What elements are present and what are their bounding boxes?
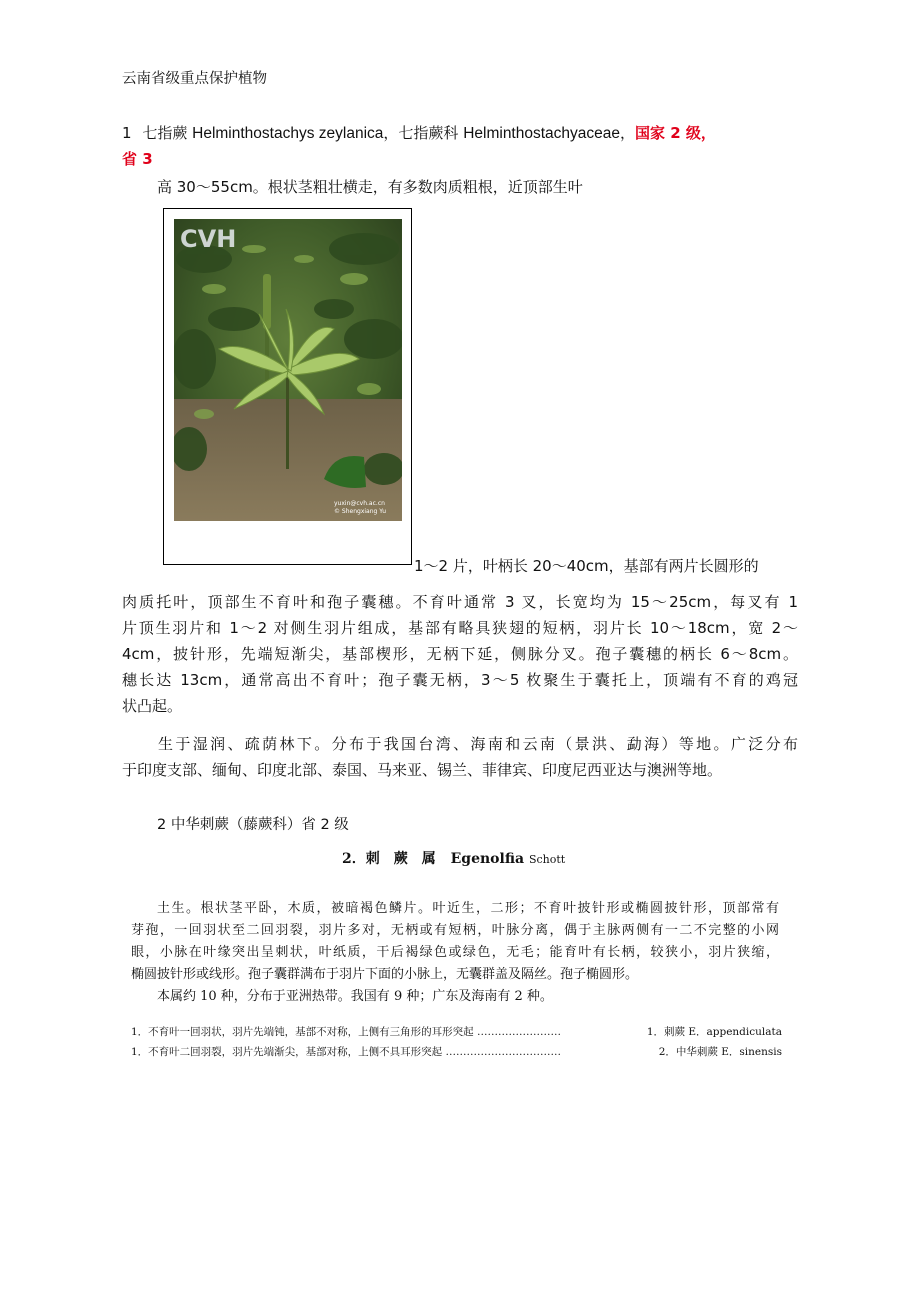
habitat-line: 生于湿润、疏荫林下。分布于我国台湾、海南和云南（景洪、勐海）等地。广泛分布 xyxy=(158,735,798,753)
species1-number: 1 xyxy=(122,124,132,142)
genus-desc-line: 椭圆披针形或线形。孢子囊群满布于羽片下面的小脉上，无囊群盖及隔丝。孢子椭圆形。 xyxy=(131,967,639,982)
desc-line: 4cm，披针形，先端短渐尖，基部楔形，无柄下延，侧脉分叉。孢子囊穗的柄长 6～8cm。 xyxy=(122,645,798,663)
svg-text:CVH: CVH xyxy=(180,225,237,253)
species1-desc-block xyxy=(122,589,798,719)
identification-key xyxy=(131,1024,782,1064)
genus-heading-latin: Egenolfia xyxy=(450,851,525,867)
species1-desc-after-photo: 1～2 片，叶柄长 20～40cm，基部有两片长圆形的 xyxy=(414,557,759,575)
key-row-result: 2．中华刺蕨 E．sinensis xyxy=(658,1046,782,1058)
genus-heading-num: 2．刺 蕨 属 xyxy=(342,851,436,867)
key-row-text: 1．不育叶二回羽裂，羽片先端渐尖，基部对称，上侧不具耳形突起 …………………………… xyxy=(131,1046,562,1058)
key-row-result: 1．刺蕨 E．appendiculata xyxy=(646,1026,782,1038)
desc-line: 状凸起。 xyxy=(122,697,183,715)
species1-title xyxy=(122,120,802,147)
page-header: 云南省级重点保护植物 xyxy=(122,71,267,87)
fern-photo xyxy=(174,219,402,521)
species1-status-line2: 省 3 xyxy=(122,150,153,168)
species1-sep: ， xyxy=(383,124,399,142)
key-row-text: 1．不育叶一回羽状，羽片先端钝，基部不对称，上侧有三角形的耳形突起 …………………… xyxy=(131,1026,562,1038)
key-row xyxy=(131,1044,782,1064)
svg-text:yuxin@cvh.ac.cn: yuxin@cvh.ac.cn xyxy=(334,500,385,507)
species1-habitat xyxy=(122,731,798,783)
photo-frame xyxy=(163,208,412,565)
desc-line: 片顶生羽片和 1～2 对侧生羽片组成，基部有略具狭翅的短柄，羽片长 10～18cm，宽 2～ xyxy=(122,619,798,637)
desc-line: 穗长达 13cm，通常高出不育叶；孢子囊无柄，3～5 枚聚生于囊托上，顶端有不育的鸡冠 xyxy=(122,671,798,689)
species1-cn-name: 七指蕨 xyxy=(142,124,188,142)
svg-text:© Shengxiang Yu: © Shengxiang Yu xyxy=(334,508,387,515)
genus-desc-line: 土生。根状茎平卧，木质，被暗褐色鳞片。叶近生，二形；不育叶披针形或椭圆披针形，顶部常有 xyxy=(157,901,779,916)
genus-heading xyxy=(342,848,565,868)
genus-count: 本属约 10 种，分布于亚洲热带。我国有 9 种；广东及海南有 2 种。 xyxy=(157,989,553,1004)
species1-status-line1: 国家 2 级， xyxy=(635,124,716,142)
species1-latin: Helminthostachys zeylanica xyxy=(192,125,384,142)
genus-desc-line: 芽孢，一回羽状至二回羽裂，羽片多对，无柄或有短柄，叶脉分离，偶于主脉两侧有一二不完整的小网 xyxy=(131,923,779,938)
desc-line: 肉质托叶，顶部生不育叶和孢子囊穗。不育叶通常 3 叉，长宽均为 15～25cm，每叉有 1 xyxy=(122,593,798,611)
species1-sep2: ， xyxy=(620,124,636,142)
species1-family-cn: 七指蕨科 xyxy=(398,124,459,142)
species2-title: 2 中华刺蕨（藤蕨科）省 2 级 xyxy=(157,817,349,833)
genus-description xyxy=(131,898,779,1008)
genus-desc-line: 眼，小脉在叶缘突出呈刺状，叶纸质，干后褐绿色或绿色，无毛；能育叶有长柄，较狭小，羽片狭缩， xyxy=(131,945,779,960)
species1-desc-first: 高 30～55cm。根状茎粗壮横走，有多数肉质粗根，近顶部生叶 xyxy=(157,178,583,196)
genus-heading-author: Schott xyxy=(528,853,566,866)
habitat-line: 于印度支部、缅甸、印度北部、泰国、马来亚、锡兰、菲律宾、印度尼西亚达与澳洲等地。 xyxy=(122,761,723,779)
key-row xyxy=(131,1024,782,1044)
species1-family-latin: Helminthostachyaceae xyxy=(463,125,621,142)
